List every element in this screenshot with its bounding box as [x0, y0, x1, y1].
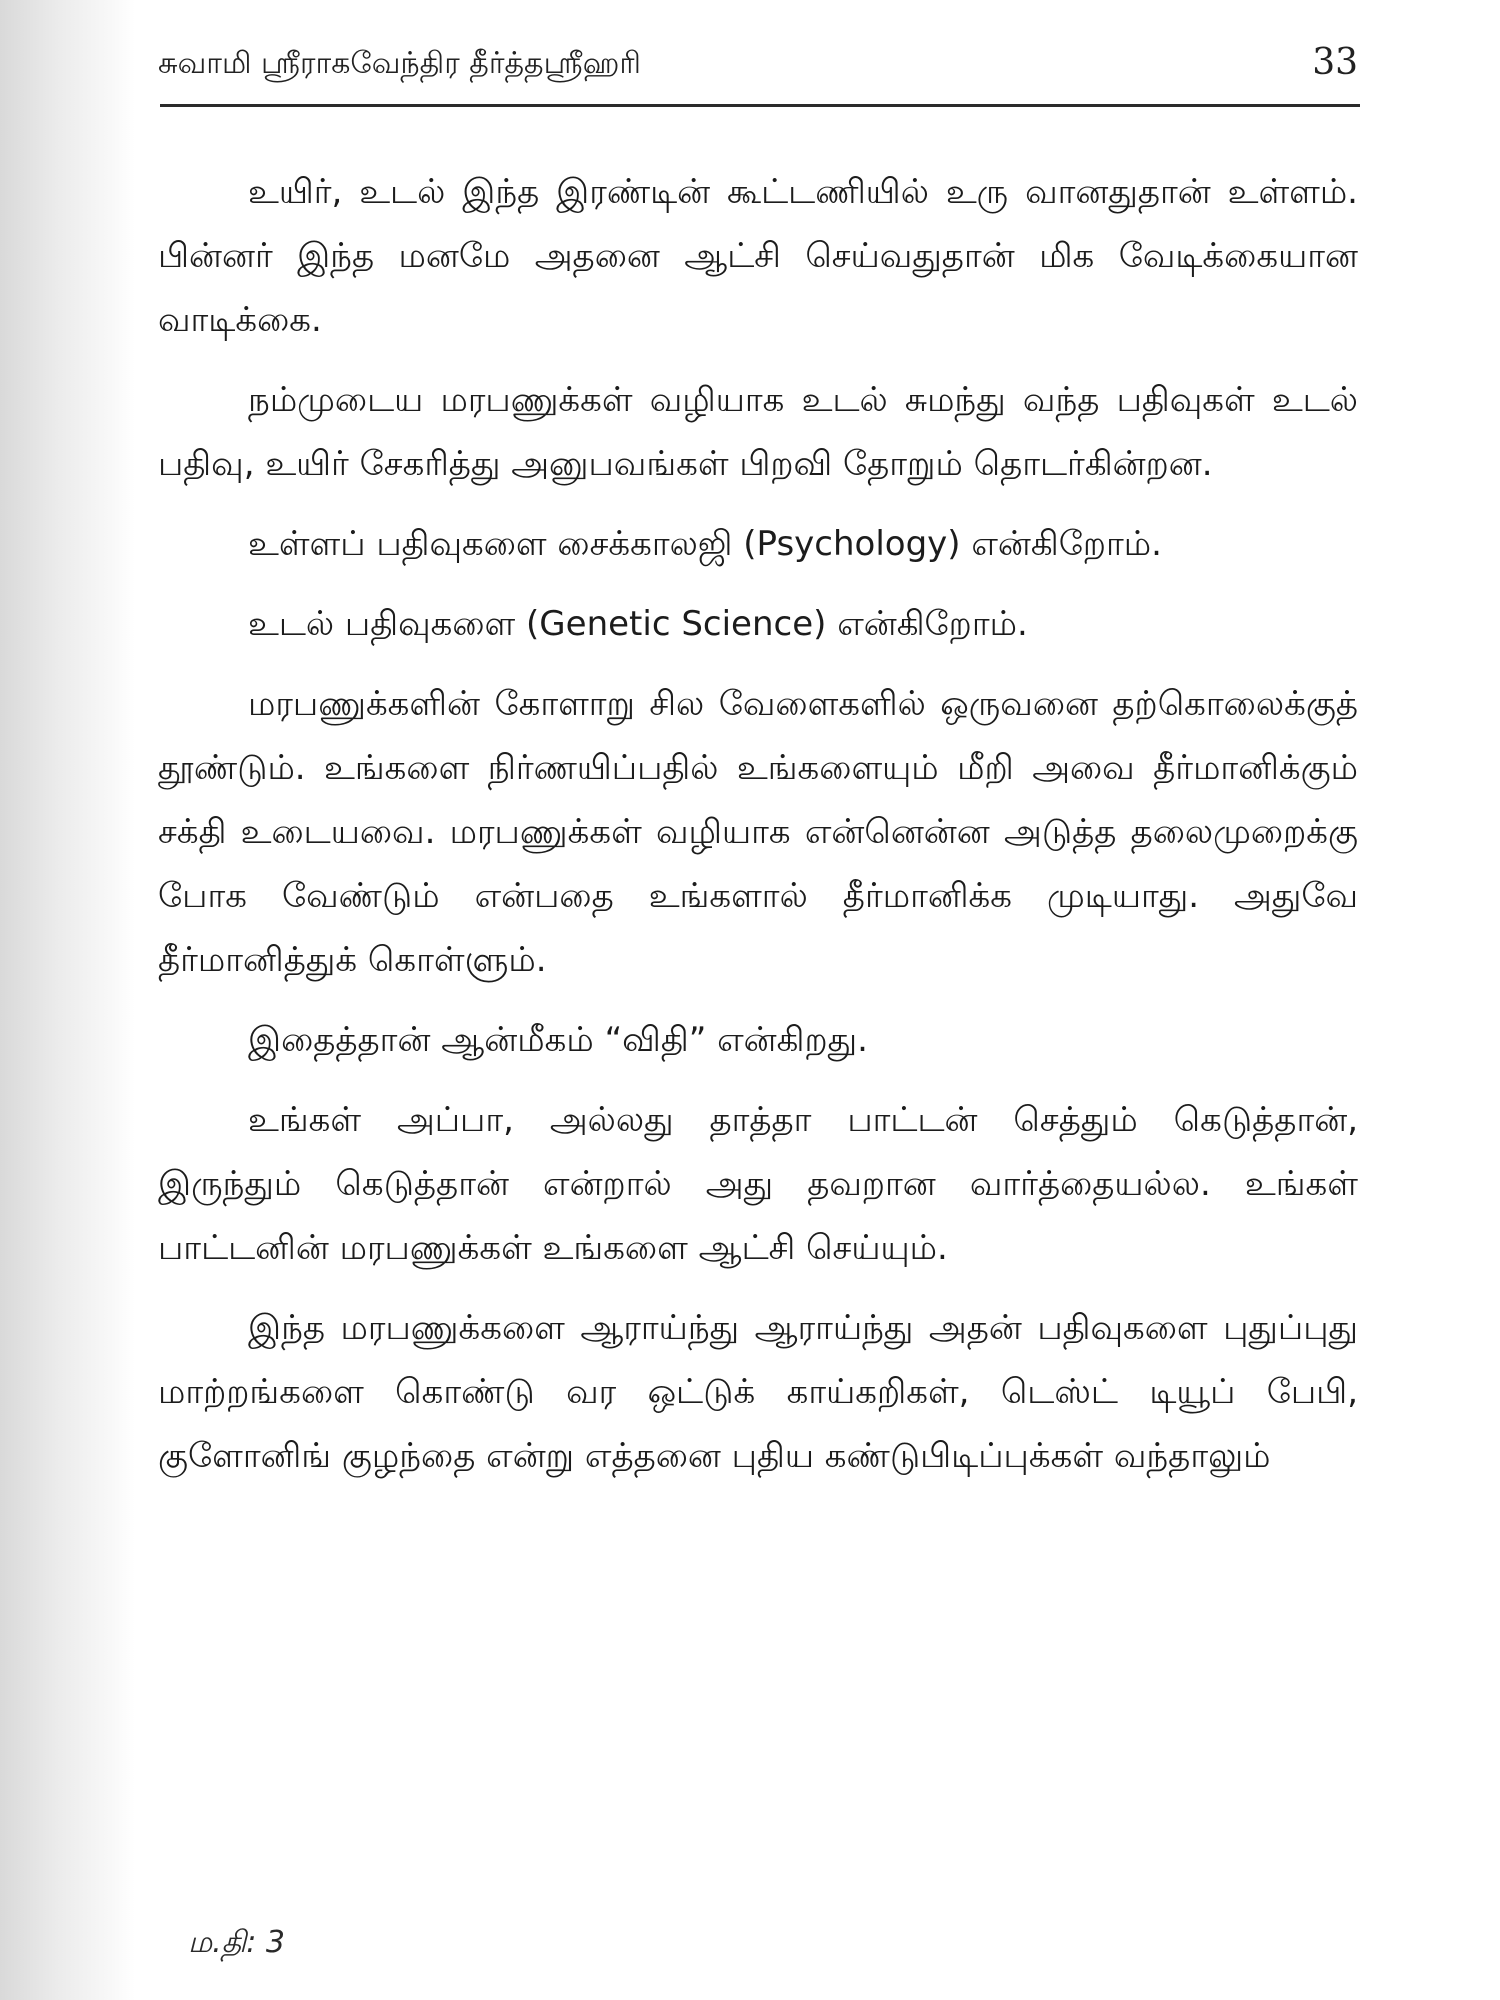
paragraph: மரபணுக்களின் கோளாறு சில வேளைகளில் ஒருவனை தற்கொலைக்குத் தூண்டும். உங்களை நிர்ணயிப்பதில் உங்களையும் மீறி அவை தீர்மானிக்கும் சக்தி உடையவை. மரபணுக்கள் வழியாக என்னென்ன அடுத்த தலைமுறைக்கு போக வேண்டும் என்பதை உங்களால் தீர்மானிக்க முடியாது. அதுவே தீர்மானித்துக் கொள்ளும்.: [158, 684, 1358, 980]
body-text: [158, 160, 1358, 1504]
header-rule: [160, 104, 1360, 107]
paragraph: இந்த மரபணுக்களை ஆராய்ந்து ஆராய்ந்து அதன் பதிவுகளை புதுப்புது மாற்றங்களை கொண்டு வர ஒட்டுக் காய்கறிகள், டெஸ்ட் டியூப் பேபி, குளோனிங் குழந்தை என்று எத்தனை புதிய கண்டுபிடிப்புக்கள் வந்தாலும்: [158, 1308, 1358, 1476]
paragraph: உடல் பதிவுகளை (Genetic Science) என்கிறோம்.: [248, 604, 1028, 644]
paragraph: இதைத்தான் ஆன்மீகம் “விதி” என்கிறது.: [248, 1020, 868, 1060]
paragraph: உங்கள் அப்பா, அல்லது தாத்தா பாட்டன் செத்தும் கெடுத்தான், இருந்தும் கெடுத்தான் என்றால் அது தவறான வார்த்தையல்ல. உங்கள் பாட்டனின் மரபணுக்கள் உங்களை ஆட்சி செய்யும்.: [158, 1100, 1358, 1268]
page-header: [158, 38, 1358, 98]
binding-gutter-shadow: [0, 0, 135, 2000]
signature-mark: ம.தி: 3: [188, 1925, 285, 1960]
page-number: 33: [1312, 42, 1358, 83]
running-head: சுவாமி ஸ்ரீராகவேந்திர தீர்த்தஸ்ரீஹரி: [158, 46, 641, 81]
paragraph: நம்முடைய மரபணுக்கள் வழியாக உடல் சுமந்து வந்த பதிவுகள் உடல் பதிவு, உயிர் சேகரித்து அனுபவங்கள் பிறவி தோறும் தொடர்கின்றன.: [158, 380, 1358, 484]
paragraph: உயிர், உடல் இந்த இரண்டின் கூட்டணியில் உரு வானதுதான் உள்ளம். பின்னர் இந்த மனமே அதனை ஆட்சி செய்வதுதான் மிக வேடிக்கையான வாடிக்கை.: [158, 172, 1358, 340]
paragraph: உள்ளப் பதிவுகளை சைக்காலஜி (Psychology) என்கிறோம்.: [248, 524, 1162, 564]
